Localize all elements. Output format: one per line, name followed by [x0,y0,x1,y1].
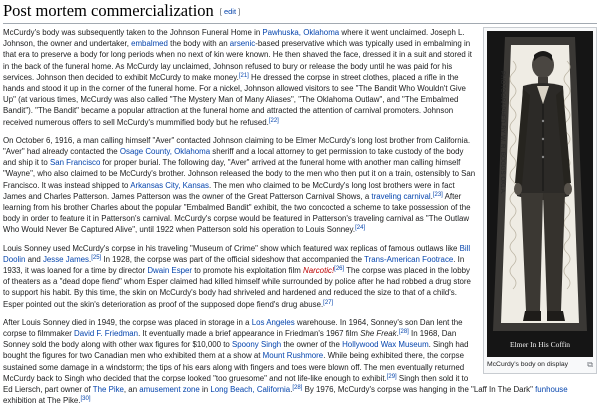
paragraph-1: McCurdy's body was subsequently taken to the Johnson Funeral Home in Pawhuska, Oklahoma where it went unclaimed. Joseph L. Johnson, the owner and undertaker, embalmed the body with an arsenic-based preservative which was typically used in embalming in that era to preserve a body for long periods when no next of kin were known. He then shaved the face, dressed it in a suit and stored it in the back of the funeral home. As McCurdy lay unclaimed, Johnson refused to bury or release the body until he was paid for his services. Johnson then decided to exhibit McCurdy to make money.[21] He dressed the corpse in street clothes, placed a rifle in the hands and stood it up in the corner of the funeral home. For a nickel, Johnson allowed visitors to see "The Bandit Who Wouldn't Give Up" (at various times, McCurdy was also called "The Mystery Man of Many Aliases", "The Oklahoma Outlaw", and "The Embalmed Bandit"). "The Bandit" became a popular attraction at the funeral home and attracted the attention of carnival promoters. Johnson received numerous offers to sell McCurdy's mummified body but he refused.[22] [3,28,472,127]
link-amusement-zone[interactable]: amusement zone [139,385,200,395]
link-dwain-esper[interactable]: Dwain Esper [147,266,193,276]
section-heading [3,0,597,24]
link-traveling-carnival[interactable]: traveling carnival [371,191,431,201]
edit-link[interactable]: edit [223,7,237,16]
link-trans-american-footrace[interactable]: Trans-American Footrace [364,254,454,264]
link-mount-rushmore[interactable]: Mount Rushmore [262,351,324,361]
link-embalmed[interactable]: embalmed [131,39,168,49]
link-jesse-james[interactable]: Jesse James [42,254,89,264]
ref-24[interactable]: [24] [355,225,366,232]
ref-30[interactable]: [30] [80,396,91,403]
link-spoony-singh[interactable]: Spoony Singh [231,340,282,350]
ref-29[interactable]: [29] [386,373,397,380]
link-bill-doolin[interactable]: Bill Doolin [3,243,471,264]
ref-27[interactable]: [27] [323,299,334,306]
paragraph-2: On October 6, 1916, a man calling himself "Aver" contacted Johnson claiming to be Elmer McCurdy's long lost brother from California. "Aver" had already contacted the Osage County, Oklahoma sheriff and a local attorney to get permission to take custody of the body and ship it to San Francisco for proper burial. The following day, "Aver" arrived at the funeral home with another man calling himself "Wayne", who also claimed to be McCurdy's brother. Johnson released the body to the men who then put it on a train, ostensibly to San Francisco. It was instead shipped to Arkansas City, Kansas. The men who claimed to be McCurdy's long lost brothers were in fact James and Charles Patterson. James Patterson was the owner of the Great Patterson Carnival Shows, a traveling carnival.[23] After learning from his brother Charles about the popular "Embalmed Bandit" exhibit, the two concocted a scheme to take possession of the body in order to feature it in Patterson's carnival. McCurdy's corpse would be featured in Patterson's traveling carnival as "The Outlaw Who Would Never Be Captured Alive", until 1922 when Patterson sold his operation to Louis Sonney.[24] [3,135,476,235]
section-content [3,27,597,414]
ref-28[interactable]: [28] [398,329,409,336]
link-san-francisco[interactable]: San Francisco [49,158,101,168]
ref-25[interactable]: [25] [91,254,102,261]
coffin-photo-drawing [487,31,593,357]
paragraph-4: After Louis Sonney died in 1949, the corpse was placed in storage in a Los Angeles warehouse. In 1964, Sonney's son Dan lent the corpse to filmmaker David F. Friedman. It eventually made a brief appearance in Friedman's 1967 film She Freak.[28] In 1968, Dan Sonney sold the body along with other wax figures for $10,000 to Spoony Singh the owner of the Hollywood Wax Museum. Singh had bought the figures for two Canadian men who exhibited them at a show at Mount Rushmore. While being exhibited there, the corpse sustained some damage in a windstorm; the tips of his ears along with fingers and toes were blown off. The men eventually returned McCurdy back to Singh who decided that the corpse looked "too gruesome" and not life-like enough to exhibit.[29] Singh then sold it to Ed Liersch, part owner of The Pike, an amusement zone in Long Beach, California.[28] By 1976, McCurdy's corpse was hanging in the "Laff In The Dark" funhouse exhibition at The Pike.[30] [3,317,568,406]
coffin-photo[interactable] [487,31,593,357]
ref-28b[interactable]: [28] [292,385,303,392]
photo-caption: Elmer In His Coffin [509,340,571,349]
section-title: Post mortem commercialization [3,1,214,20]
edit-section: [ edit ] [219,7,241,16]
ref-21[interactable]: [21] [238,72,249,79]
link-narcotic[interactable]: Narcotic! [303,266,335,276]
ref-23[interactable]: [23] [432,191,443,198]
link-arsenic[interactable]: arsenic [229,39,256,49]
link-funhouse[interactable]: funhouse [535,385,568,395]
paragraph-3: Louis Sonney used McCurdy's corpse in his traveling "Museum of Crime" show which featured wax replicas of famous outlaws like Bill Doolin and Jesse James.[25] In 1928, the corpse was part of the official sideshow that accompanied the Trans-American Footrace. In 1933, it was loaned for a time by director Dwain Esper to promote his exploitation film Narcotic![26] The corpse was placed in the lobby of theaters as a "dead dope fiend" whom Esper claimed had killed himself while surrounded by police after he had robbed a drug store to support his habit. By this time, the skin on McCurdy's body had shriveled and hardened and reduced the size to that of a child's. Esper pointed out the skin's deterioration as proof of the supposed dope fiend's drug abuse.[27] [3,243,471,309]
thumbnail-figure [483,27,597,374]
link-hollywood-wax-museum[interactable]: Hollywood Wax Museum [342,340,429,350]
link-osage-county[interactable]: Osage County, Oklahoma [119,147,211,157]
photo-stamp: PHOTOGRAPHED BY W. R. BOGGS OKLA. [499,71,506,195]
ref-26[interactable]: [26] [334,266,345,273]
thumbnail-caption [487,357,593,370]
enlarge-icon[interactable]: ⧉ [587,360,593,369]
caption-text: McCurdy's body on display [487,361,569,368]
link-los-angeles[interactable]: Los Angeles [251,317,295,327]
film-title: She Freak [360,329,397,339]
link-the-pike[interactable]: The Pike [92,385,124,395]
ref-22[interactable]: [22] [268,117,279,124]
link-long-beach[interactable]: Long Beach, California [210,385,291,395]
link-arkansas-city[interactable]: Arkansas City, Kansas [130,180,209,190]
link-pawhuska[interactable]: Pawhuska, Oklahoma [262,28,340,37]
link-david-friedman[interactable]: David F. Friedman [74,329,139,339]
